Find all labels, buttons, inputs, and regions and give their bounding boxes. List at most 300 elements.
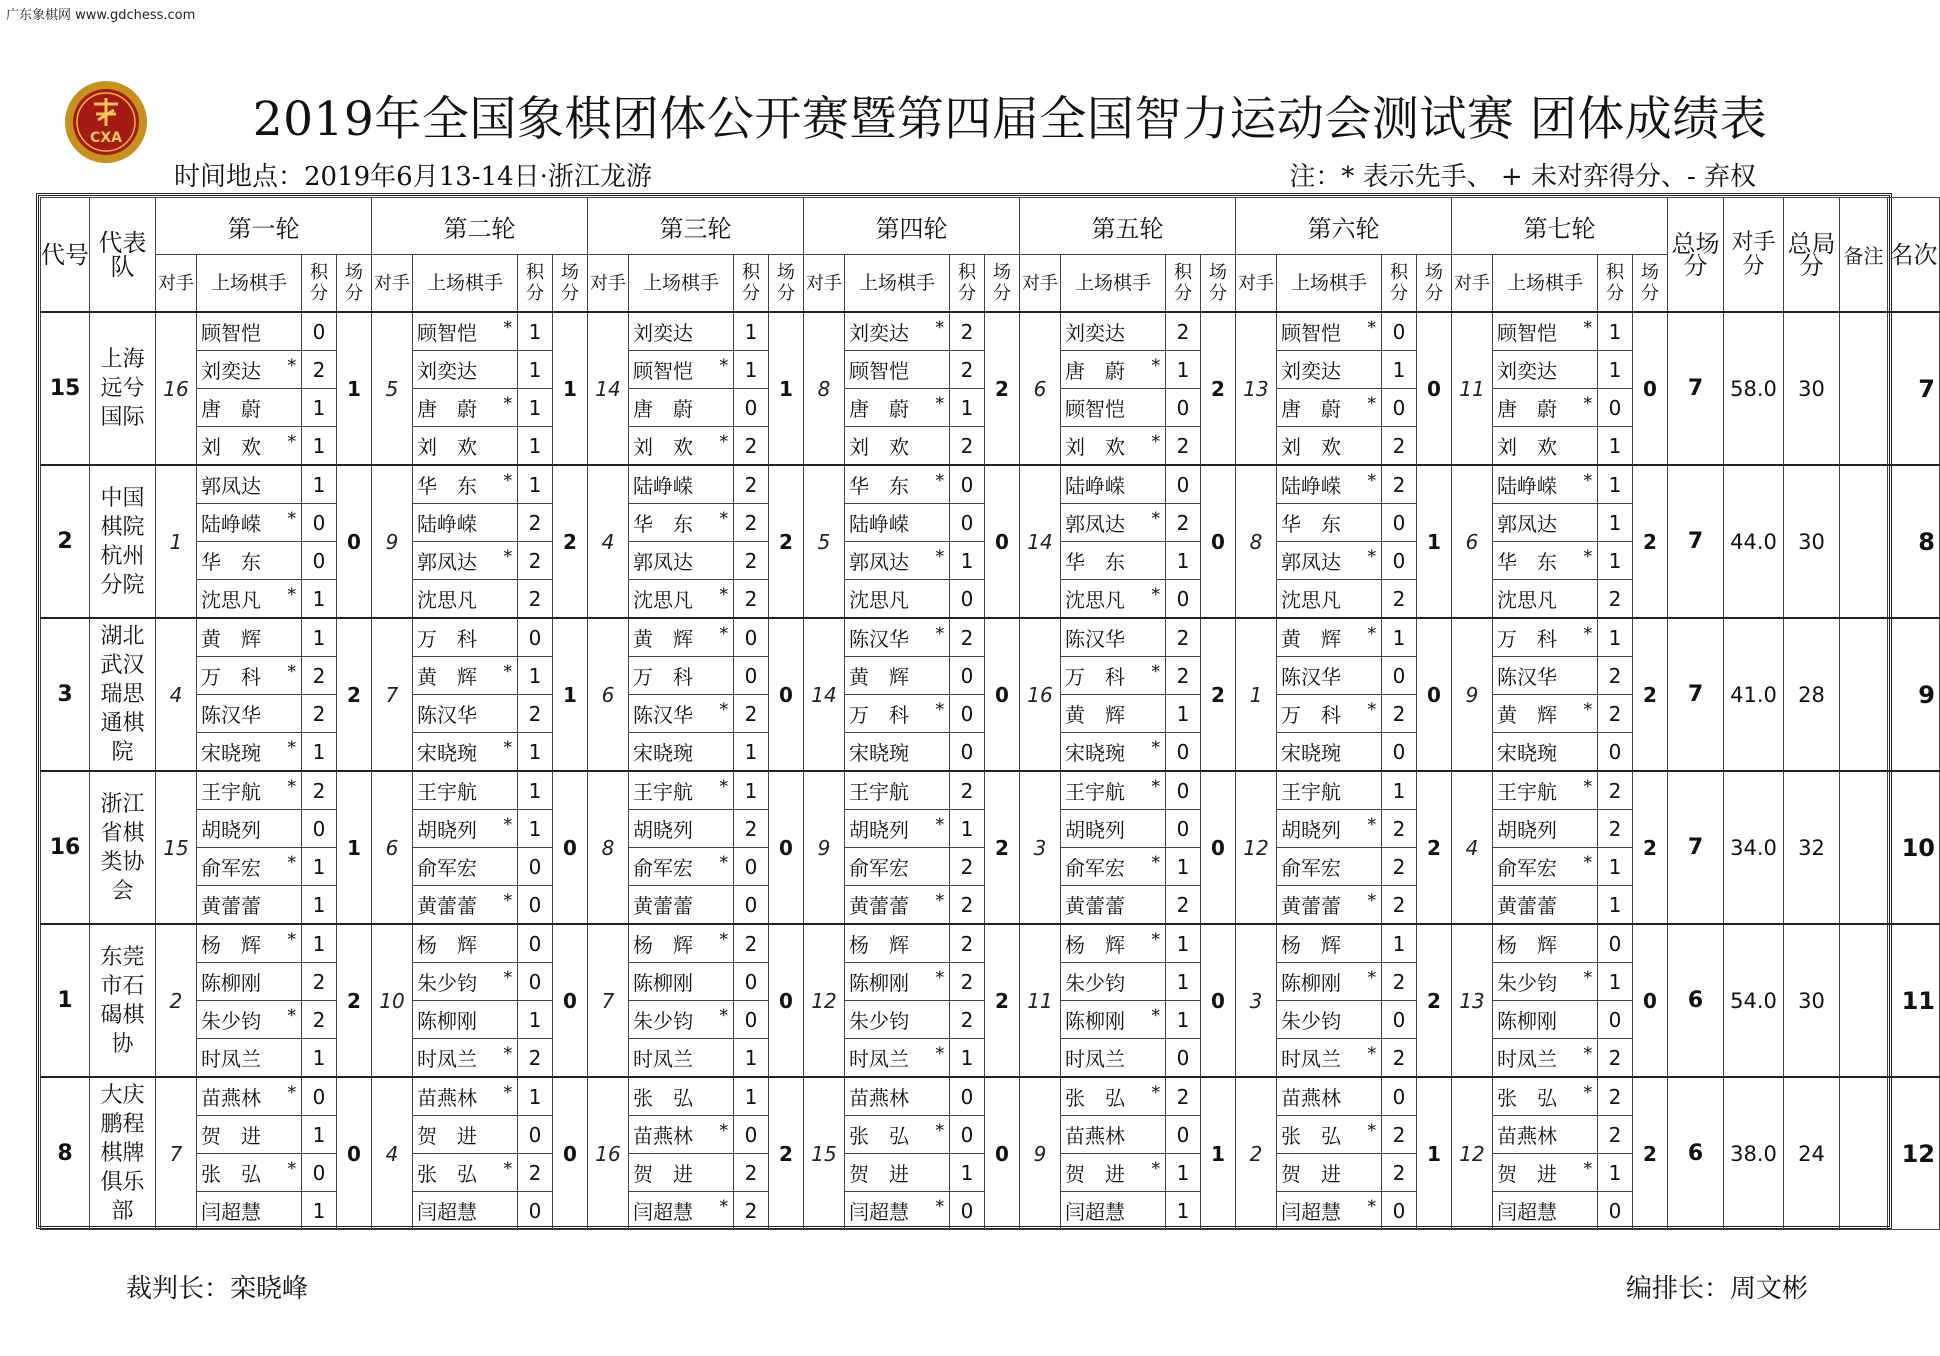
game-points: 1 bbox=[734, 771, 769, 810]
player-label: 张 弘 bbox=[1065, 1086, 1125, 1110]
player-name bbox=[1493, 771, 1598, 810]
game-points: 0 bbox=[950, 1192, 985, 1230]
player-label: 黄 辉 bbox=[1281, 627, 1341, 651]
first-move-marker: * bbox=[935, 318, 944, 338]
player-label: 黄 辉 bbox=[1065, 703, 1125, 727]
player-name bbox=[845, 695, 950, 733]
player-label: 陈柳刚 bbox=[1281, 971, 1341, 995]
game-points: 0 bbox=[1382, 1001, 1417, 1039]
game-points: 0 bbox=[1166, 733, 1201, 772]
game-points: 1 bbox=[1598, 1154, 1633, 1192]
player-label: 俞军宏 bbox=[201, 856, 261, 880]
cxa-logo bbox=[64, 80, 148, 164]
first-move-marker: * bbox=[935, 471, 944, 491]
game-points: 2 bbox=[302, 1001, 337, 1039]
first-move-marker: * bbox=[1151, 509, 1160, 529]
header-total-match: 总场分 bbox=[1668, 198, 1724, 313]
game-points: 2 bbox=[302, 657, 337, 695]
player-label: 胡晓列 bbox=[633, 818, 693, 842]
remarks-cell bbox=[1840, 618, 1888, 771]
player-label: 陈柳刚 bbox=[201, 971, 261, 995]
first-move-marker: * bbox=[1583, 1044, 1592, 1064]
game-points: 1 bbox=[302, 924, 337, 963]
game-points: 0 bbox=[950, 1116, 985, 1154]
game-points: 0 bbox=[1382, 1192, 1417, 1230]
game-points: 1 bbox=[1598, 618, 1633, 657]
game-points: 1 bbox=[518, 465, 553, 504]
game-points: 2 bbox=[950, 963, 985, 1001]
player-label: 时凤兰 bbox=[849, 1047, 909, 1071]
rank: 12 bbox=[1888, 1077, 1940, 1230]
first-move-marker: * bbox=[1367, 547, 1376, 567]
opponent-score: 54.0 bbox=[1724, 924, 1784, 1077]
player-label: 顾智恺 bbox=[1281, 321, 1341, 345]
player-name bbox=[197, 1192, 302, 1230]
player-name bbox=[1061, 1077, 1166, 1116]
game-points: 0 bbox=[734, 1116, 769, 1154]
opponent-code: 9 bbox=[1020, 1077, 1061, 1230]
player-label: 万 科 bbox=[849, 703, 909, 727]
player-label: 王宇航 bbox=[1281, 780, 1341, 804]
match-points: 0 bbox=[985, 618, 1020, 771]
game-points: 2 bbox=[950, 1001, 985, 1039]
player-name bbox=[1277, 465, 1382, 504]
first-move-marker: * bbox=[503, 547, 512, 567]
team-code: 2 bbox=[41, 465, 90, 618]
subheader-players-r3: 上场棋手 bbox=[629, 255, 734, 313]
game-points: 1 bbox=[302, 1192, 337, 1230]
player-name bbox=[1493, 312, 1598, 351]
remarks-cell bbox=[1840, 924, 1888, 1077]
player-name bbox=[1493, 1192, 1598, 1230]
player-label: 胡晓列 bbox=[417, 818, 477, 842]
player-label: 贺 进 bbox=[417, 1124, 477, 1148]
game-points: 1 bbox=[734, 1039, 769, 1078]
opponent-code: 1 bbox=[156, 465, 197, 618]
player-label: 宋晓琬 bbox=[633, 741, 693, 765]
game-points: 2 bbox=[1382, 580, 1417, 619]
match-points: 2 bbox=[1417, 924, 1452, 1077]
game-points: 2 bbox=[1598, 580, 1633, 619]
game-points: 2 bbox=[1166, 618, 1201, 657]
game-points: 2 bbox=[1382, 427, 1417, 466]
player-label: 张 弘 bbox=[1497, 1086, 1557, 1110]
player-label: 陆峥嵘 bbox=[1281, 474, 1341, 498]
player-label: 朱少钧 bbox=[1281, 1009, 1341, 1033]
player-name bbox=[1493, 924, 1598, 963]
player-label: 万 科 bbox=[1497, 627, 1557, 651]
game-points: 0 bbox=[302, 542, 337, 580]
player-label: 陈汉华 bbox=[1497, 665, 1557, 689]
opponent-code: 13 bbox=[1236, 312, 1277, 465]
team-code: 3 bbox=[41, 618, 90, 771]
player-label: 陆峥嵘 bbox=[1497, 474, 1557, 498]
player-label: 朱少钧 bbox=[1065, 971, 1125, 995]
player-name bbox=[197, 580, 302, 619]
player-name bbox=[629, 1192, 734, 1230]
player-label: 贺 进 bbox=[1281, 1162, 1341, 1186]
first-move-marker: * bbox=[1583, 1083, 1592, 1103]
game-points: 1 bbox=[1166, 351, 1201, 389]
opponent-code: 15 bbox=[156, 771, 197, 924]
player-label: 沈思凡 bbox=[417, 588, 477, 612]
game-points: 2 bbox=[518, 695, 553, 733]
opponent-code: 5 bbox=[372, 312, 413, 465]
game-points: 1 bbox=[1382, 924, 1417, 963]
player-name bbox=[1061, 963, 1166, 1001]
opponent-code: 9 bbox=[1452, 618, 1493, 771]
game-points: 0 bbox=[1166, 465, 1201, 504]
player-name bbox=[845, 848, 950, 886]
player-label: 贺 进 bbox=[1497, 1162, 1557, 1186]
player-name bbox=[1061, 504, 1166, 542]
player-name bbox=[1493, 1039, 1598, 1078]
first-move-marker: * bbox=[503, 662, 512, 682]
player-name bbox=[1277, 924, 1382, 963]
player-name bbox=[197, 733, 302, 772]
match-points: 1 bbox=[553, 618, 588, 771]
opponent-code: 16 bbox=[1020, 618, 1061, 771]
subheader-players-r7: 上场棋手 bbox=[1493, 255, 1598, 313]
header-round-5: 第五轮 bbox=[1020, 198, 1236, 255]
game-points: 2 bbox=[1382, 1154, 1417, 1192]
subheader-opp-r1: 对手 bbox=[156, 255, 197, 313]
player-label: 刘奕达 bbox=[849, 321, 909, 345]
player-name bbox=[629, 465, 734, 504]
player-name bbox=[1061, 886, 1166, 925]
remarks-cell bbox=[1840, 1077, 1888, 1230]
player-label: 胡晓列 bbox=[1065, 818, 1125, 842]
subheader-points-r1: 积分 bbox=[302, 255, 337, 313]
game-points: 1 bbox=[1598, 542, 1633, 580]
player-name bbox=[1277, 542, 1382, 580]
first-move-marker: * bbox=[719, 700, 728, 720]
player-name bbox=[197, 1001, 302, 1039]
player-label: 时凤兰 bbox=[633, 1047, 693, 1071]
match-points: 2 bbox=[985, 312, 1020, 465]
game-points: 2 bbox=[1598, 1039, 1633, 1078]
player-name bbox=[1493, 504, 1598, 542]
first-move-marker: * bbox=[287, 356, 296, 376]
rank: 8 bbox=[1888, 465, 1940, 618]
player-label: 黄蕾蕾 bbox=[417, 894, 477, 918]
player-label: 朱少钧 bbox=[1497, 971, 1557, 995]
first-move-marker: * bbox=[1367, 1044, 1376, 1064]
opponent-code: 4 bbox=[588, 465, 629, 618]
first-move-marker: * bbox=[1151, 930, 1160, 950]
first-move-marker: * bbox=[935, 968, 944, 988]
game-points: 1 bbox=[950, 1154, 985, 1192]
subheader-match-r5: 场分 bbox=[1201, 255, 1236, 313]
player-name bbox=[197, 351, 302, 389]
first-move-marker: * bbox=[935, 891, 944, 911]
game-points: 1 bbox=[1598, 886, 1633, 925]
game-points: 1 bbox=[1382, 618, 1417, 657]
team-name: 中国棋院杭州分院 bbox=[90, 465, 156, 618]
match-points: 0 bbox=[1201, 465, 1236, 618]
match-points: 1 bbox=[1417, 1077, 1452, 1230]
first-move-marker: * bbox=[287, 1159, 296, 1179]
player-name bbox=[413, 1001, 518, 1039]
game-points: 0 bbox=[734, 963, 769, 1001]
game-points: 1 bbox=[518, 351, 553, 389]
game-points: 1 bbox=[950, 389, 985, 427]
remarks-cell bbox=[1840, 771, 1888, 924]
player-name bbox=[1493, 963, 1598, 1001]
player-label: 刘 欢 bbox=[417, 435, 477, 459]
player-name bbox=[1277, 810, 1382, 848]
opponent-code: 16 bbox=[156, 312, 197, 465]
total-match-points: 7 bbox=[1668, 618, 1724, 771]
player-name bbox=[845, 542, 950, 580]
game-points: 1 bbox=[518, 1001, 553, 1039]
player-name bbox=[629, 886, 734, 925]
game-points: 1 bbox=[1598, 963, 1633, 1001]
match-points: 2 bbox=[769, 465, 804, 618]
player-name bbox=[197, 618, 302, 657]
opponent-code: 9 bbox=[804, 771, 845, 924]
team-name: 上海远兮国际 bbox=[90, 312, 156, 465]
player-name bbox=[1061, 465, 1166, 504]
first-move-marker: * bbox=[1583, 777, 1592, 797]
player-label: 黄 辉 bbox=[201, 627, 261, 651]
game-points: 1 bbox=[1166, 1001, 1201, 1039]
player-name bbox=[1493, 427, 1598, 466]
opponent-code: 10 bbox=[372, 924, 413, 1077]
player-label: 苗燕林 bbox=[1281, 1086, 1341, 1110]
chief-referee: 裁判长：栾晓峰 bbox=[126, 1274, 309, 1304]
player-name bbox=[845, 504, 950, 542]
player-label: 闫超慧 bbox=[633, 1200, 693, 1224]
player-label: 苗燕林 bbox=[633, 1124, 693, 1148]
game-points: 1 bbox=[1166, 848, 1201, 886]
player-name bbox=[1061, 1116, 1166, 1154]
total-game-points: 30 bbox=[1784, 312, 1840, 465]
opponent-code: 2 bbox=[1236, 1077, 1277, 1230]
opponent-code: 9 bbox=[372, 465, 413, 618]
player-name bbox=[1061, 1001, 1166, 1039]
player-label: 华 东 bbox=[417, 474, 477, 498]
match-points: 2 bbox=[985, 924, 1020, 1077]
first-move-marker: * bbox=[287, 777, 296, 797]
player-label: 郭凤达 bbox=[1281, 550, 1341, 574]
player-label: 黄蕾蕾 bbox=[201, 894, 261, 918]
player-label: 贺 进 bbox=[849, 1162, 909, 1186]
opponent-code: 15 bbox=[804, 1077, 845, 1230]
match-points: 0 bbox=[337, 465, 372, 618]
first-move-marker: * bbox=[1367, 968, 1376, 988]
player-label: 刘奕达 bbox=[1281, 359, 1341, 383]
player-name bbox=[629, 733, 734, 772]
player-label: 顾智恺 bbox=[201, 321, 261, 345]
first-move-marker: * bbox=[1151, 356, 1160, 376]
game-points: 2 bbox=[950, 771, 985, 810]
first-move-marker: * bbox=[1367, 891, 1376, 911]
player-name bbox=[413, 924, 518, 963]
game-points: 2 bbox=[734, 465, 769, 504]
first-move-marker: * bbox=[1151, 432, 1160, 452]
player-name bbox=[413, 1154, 518, 1192]
player-name bbox=[197, 427, 302, 466]
player-label: 华 东 bbox=[1497, 550, 1557, 574]
player-name bbox=[1061, 580, 1166, 619]
player-label: 黄蕾蕾 bbox=[1065, 894, 1125, 918]
game-points: 0 bbox=[1598, 1001, 1633, 1039]
first-move-marker: * bbox=[935, 815, 944, 835]
opponent-code: 3 bbox=[1020, 771, 1061, 924]
opponent-code: 4 bbox=[156, 618, 197, 771]
header-row-sub bbox=[41, 255, 1940, 313]
header-round-1: 第一轮 bbox=[156, 198, 372, 255]
game-points: 2 bbox=[950, 427, 985, 466]
player-label: 沈思凡 bbox=[201, 588, 261, 612]
player-label: 王宇航 bbox=[417, 780, 477, 804]
game-points: 0 bbox=[1166, 810, 1201, 848]
subheader-opp-r6: 对手 bbox=[1236, 255, 1277, 313]
player-name bbox=[197, 1154, 302, 1192]
first-move-marker: * bbox=[287, 930, 296, 950]
first-move-marker: * bbox=[719, 853, 728, 873]
subheader-match-r7: 场分 bbox=[1633, 255, 1668, 313]
player-label: 唐 蔚 bbox=[417, 397, 477, 421]
player-name bbox=[413, 389, 518, 427]
game-points: 2 bbox=[950, 848, 985, 886]
subheader-players-r2: 上场棋手 bbox=[413, 255, 518, 313]
team-code: 8 bbox=[41, 1077, 90, 1230]
player-label: 闫超慧 bbox=[1065, 1200, 1125, 1224]
player-name bbox=[845, 1116, 950, 1154]
first-move-marker: * bbox=[719, 509, 728, 529]
player-name bbox=[1277, 963, 1382, 1001]
player-name bbox=[413, 848, 518, 886]
player-label: 时凤兰 bbox=[201, 1047, 261, 1071]
player-name bbox=[629, 963, 734, 1001]
game-points: 1 bbox=[518, 389, 553, 427]
game-points: 1 bbox=[518, 771, 553, 810]
player-name bbox=[1493, 580, 1598, 619]
game-points: 2 bbox=[1166, 657, 1201, 695]
match-points: 1 bbox=[1201, 1077, 1236, 1230]
player-label: 杨 辉 bbox=[417, 933, 477, 957]
game-points: 2 bbox=[950, 924, 985, 963]
player-label: 时凤兰 bbox=[1065, 1047, 1125, 1071]
player-label: 俞军宏 bbox=[417, 856, 477, 880]
first-move-marker: * bbox=[503, 968, 512, 988]
player-name bbox=[1061, 810, 1166, 848]
game-points: 2 bbox=[1598, 810, 1633, 848]
player-label: 张 弘 bbox=[849, 1124, 909, 1148]
player-label: 王宇航 bbox=[633, 780, 693, 804]
header-round-3: 第三轮 bbox=[588, 198, 804, 255]
first-move-marker: * bbox=[503, 1044, 512, 1064]
game-points: 2 bbox=[1382, 465, 1417, 504]
game-points: 0 bbox=[1598, 1192, 1633, 1230]
player-label: 贺 进 bbox=[1065, 1162, 1125, 1186]
player-name bbox=[1493, 886, 1598, 925]
player-label: 张 弘 bbox=[633, 1086, 693, 1110]
player-name bbox=[1277, 1001, 1382, 1039]
first-move-marker: * bbox=[719, 1197, 728, 1217]
first-move-marker: * bbox=[1583, 471, 1592, 491]
player-label: 华 东 bbox=[1281, 512, 1341, 536]
player-label: 刘 欢 bbox=[201, 435, 261, 459]
first-move-marker: * bbox=[719, 777, 728, 797]
player-label: 华 东 bbox=[633, 512, 693, 536]
player-name bbox=[1277, 733, 1382, 772]
player-name bbox=[413, 504, 518, 542]
team-name: 湖北武汉瑞思通棋院 bbox=[90, 618, 156, 771]
header-opp-score: 对手分 bbox=[1724, 198, 1784, 313]
game-points: 2 bbox=[1382, 886, 1417, 925]
player-label: 陆峥嵘 bbox=[633, 474, 693, 498]
subheader-opp-r2: 对手 bbox=[372, 255, 413, 313]
header-round-7: 第七轮 bbox=[1452, 198, 1668, 255]
player-name bbox=[413, 733, 518, 772]
subheader-opp-r3: 对手 bbox=[588, 255, 629, 313]
first-move-marker: * bbox=[503, 1083, 512, 1103]
player-name bbox=[197, 1116, 302, 1154]
player-label: 贺 进 bbox=[201, 1124, 261, 1148]
first-move-marker: * bbox=[935, 624, 944, 644]
player-label: 杨 辉 bbox=[849, 933, 909, 957]
game-points: 2 bbox=[950, 312, 985, 351]
player-name bbox=[845, 427, 950, 466]
player-label: 陆峥嵘 bbox=[849, 512, 909, 536]
player-label: 黄蕾蕾 bbox=[633, 894, 693, 918]
opponent-code: 7 bbox=[372, 618, 413, 771]
match-points: 0 bbox=[769, 771, 804, 924]
player-name bbox=[1061, 657, 1166, 695]
player-name bbox=[629, 618, 734, 657]
player-name bbox=[845, 351, 950, 389]
player-name bbox=[1061, 427, 1166, 466]
game-points: 2 bbox=[302, 963, 337, 1001]
svg-text:CXA: CXA bbox=[90, 130, 122, 146]
player-name bbox=[1277, 389, 1382, 427]
game-points: 0 bbox=[1598, 389, 1633, 427]
player-name bbox=[629, 504, 734, 542]
first-move-marker: * bbox=[1151, 777, 1160, 797]
player-label: 陈柳刚 bbox=[1497, 1009, 1557, 1033]
game-points: 2 bbox=[734, 1192, 769, 1230]
player-name bbox=[413, 657, 518, 695]
first-move-marker: * bbox=[503, 394, 512, 414]
total-game-points: 28 bbox=[1784, 618, 1840, 771]
first-move-marker: * bbox=[935, 700, 944, 720]
player-name bbox=[1061, 1154, 1166, 1192]
opponent-code: 7 bbox=[588, 924, 629, 1077]
game-points: 1 bbox=[734, 733, 769, 772]
player-label: 刘奕达 bbox=[1065, 321, 1125, 345]
game-points: 1 bbox=[302, 886, 337, 925]
game-points: 0 bbox=[1382, 389, 1417, 427]
game-points: 0 bbox=[518, 924, 553, 963]
team-code: 16 bbox=[41, 771, 90, 924]
player-name bbox=[1061, 1192, 1166, 1230]
opponent-code: 8 bbox=[1236, 465, 1277, 618]
player-name bbox=[629, 1077, 734, 1116]
team-name: 浙江省棋类协会 bbox=[90, 771, 156, 924]
player-label: 陈汉华 bbox=[417, 703, 477, 727]
player-name bbox=[1277, 312, 1382, 351]
opponent-code: 5 bbox=[804, 465, 845, 618]
player-name bbox=[413, 465, 518, 504]
game-points: 0 bbox=[734, 886, 769, 925]
header-round-4: 第四轮 bbox=[804, 198, 1020, 255]
subheader-players-r1: 上场棋手 bbox=[197, 255, 302, 313]
player-label: 陈柳刚 bbox=[417, 1009, 477, 1033]
player-name bbox=[197, 1077, 302, 1116]
